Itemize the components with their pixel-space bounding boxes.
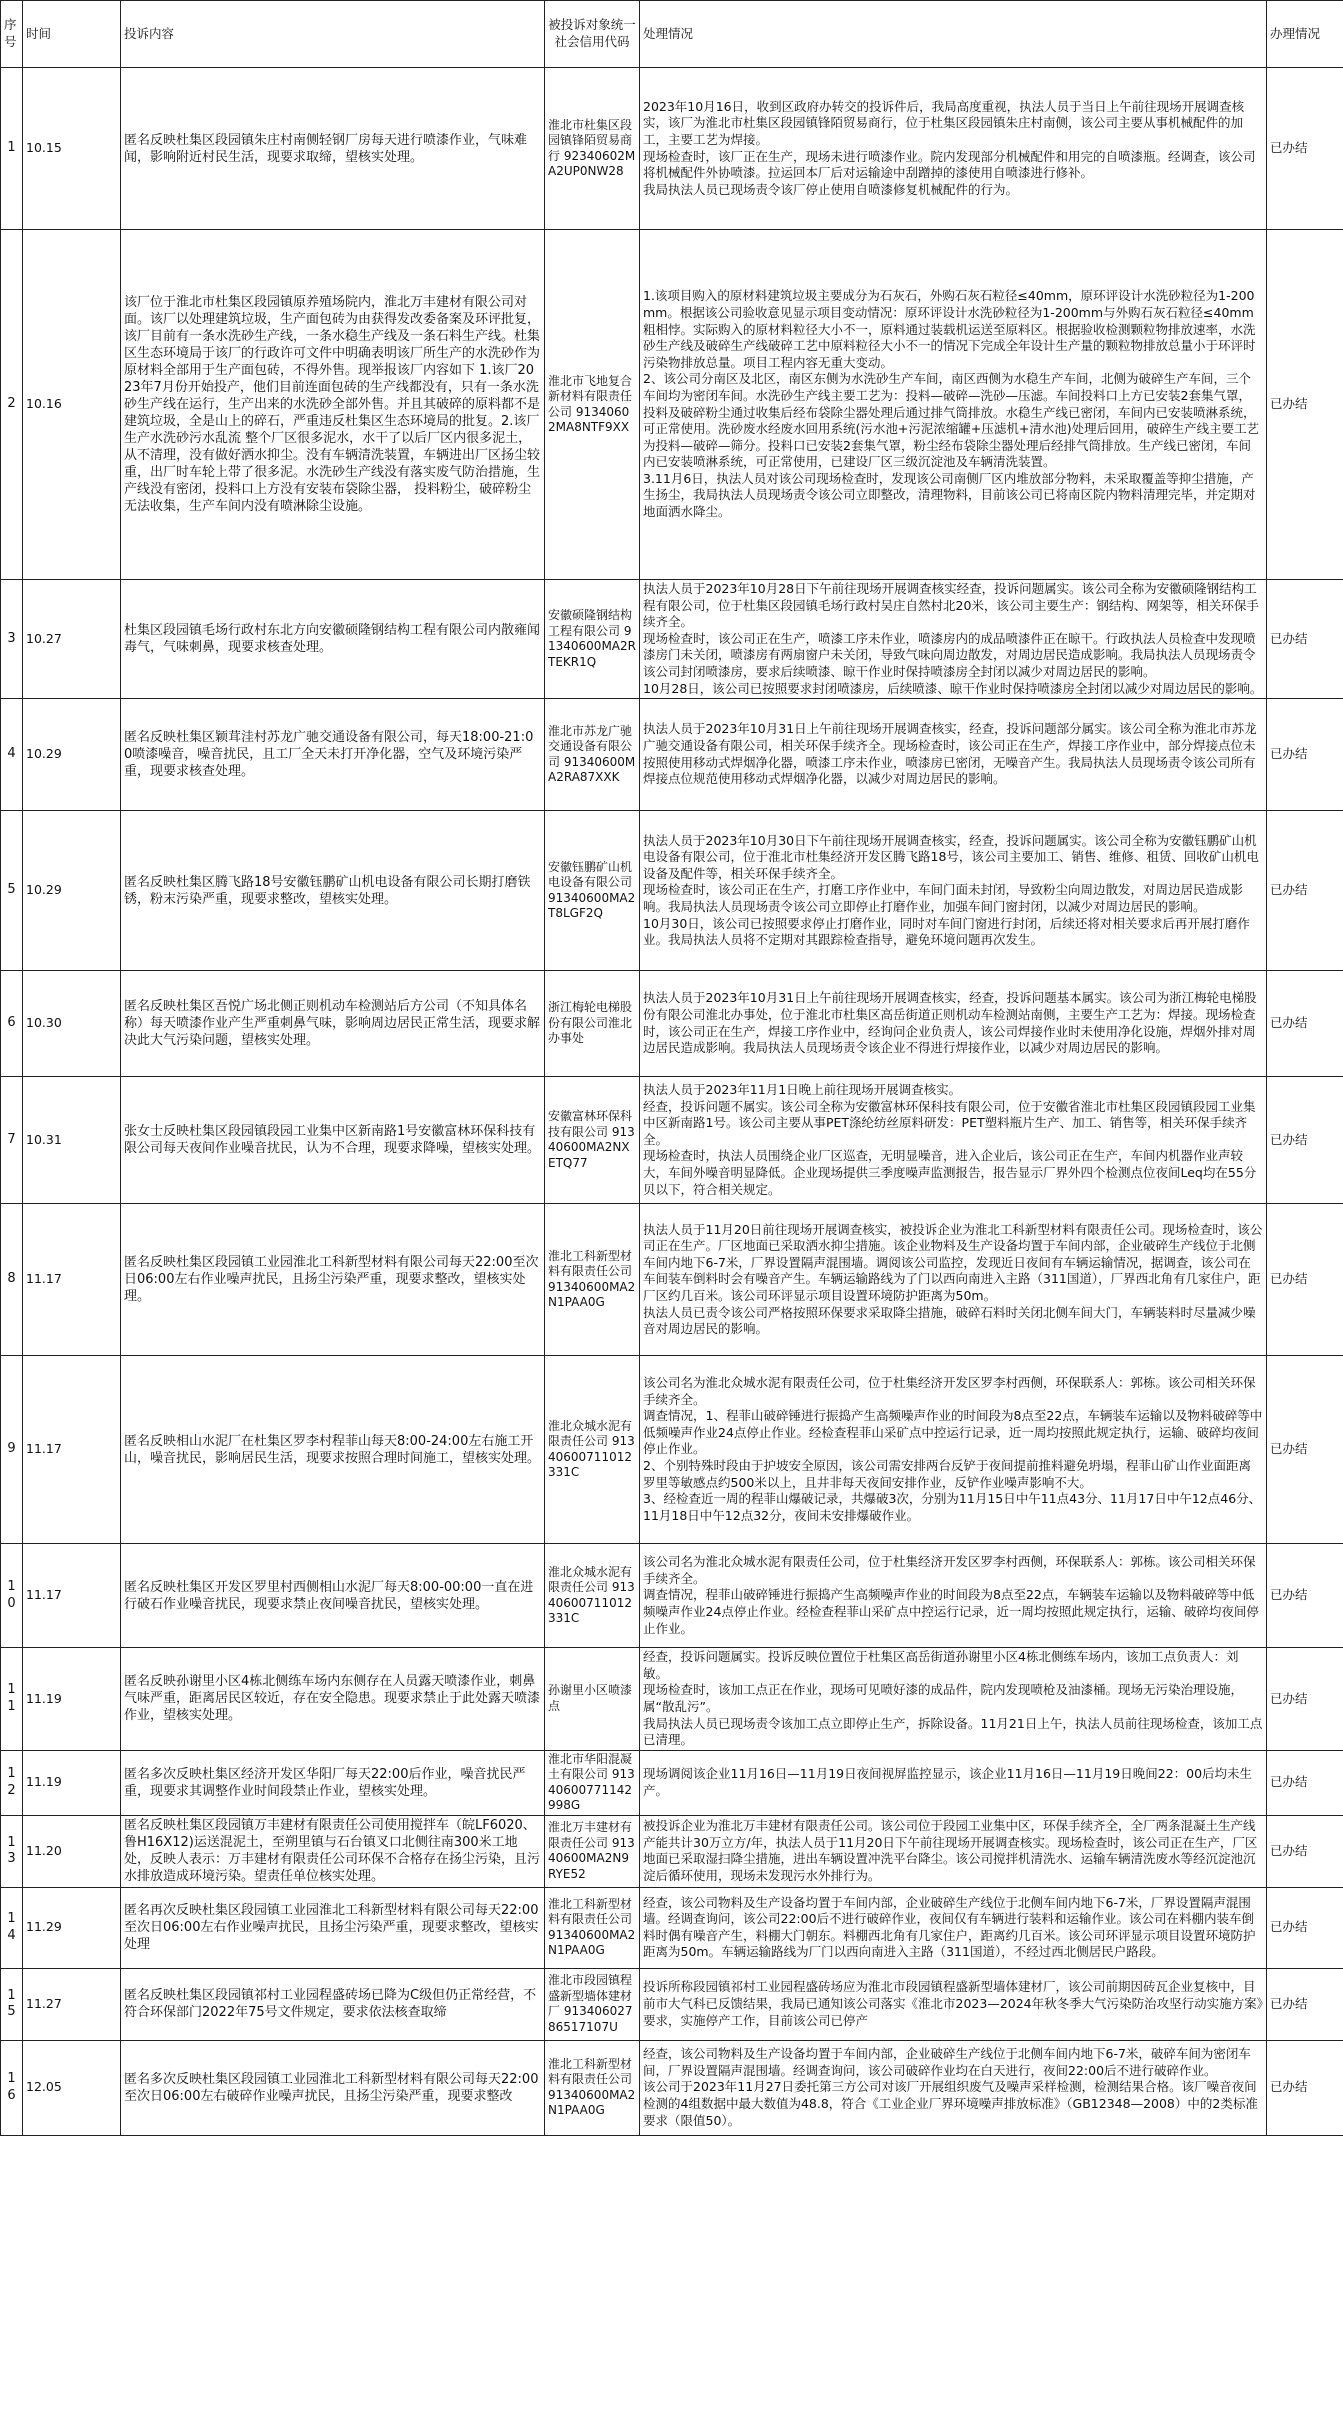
row-handling-status: 1.该项目购入的原材料建筑垃圾主要成分为石灰石，外购石灰石粒径≤40mm，原环评设计水洗砂粒径为1-200mm。根据该公司验收意见显示项目变动情况：原环评设计水洗砂粒径为1-200mm与外购石灰石粒径≤40mm粗相悖。实际购入的原材料粒径大小不一，原料通过装载机运送至原料区。根据验收检测颗粒物排放速率，水洗砂生产线及破碎生产线破碎工艺中原料粒径大小不一的情况下完成全年设计生产量的颗粒物排放总量小于环评时污染物排放总量。项目工程内容无重大变动。 2、该公司分南区及北区，南区东侧为水洗砂生产车间，南区西侧为水稳生产车间，北侧为破碎生产车间，三个车间均为密闭车间。水洗砂生产线主要工艺为：投料—破碎—洗砂—压滤。车间投料口上方已安装2套集气罩，投料及破碎粉尘通过收集后经布袋除尘器处理后通过排气筒排放。水稳生产线已密闭，车间内已安装喷淋系统，可正常使用。洗砂废水经废水回用系统(污水池+污泥浓缩罐+压滤机+清水池)处理后回用，破碎生产线主要工艺为投料—破碎—筛分。投料口已安装2套集气罩，粉尘经布袋除尘器处理后经排气筒排放。生产线已密闭，车间内已安装喷淋系统，可正常使用，已建设厂区三级沉淀池及车辆清洗装置。 3.11月6日，执法人员对该公司现场检查时，发现该公司南侧厂区内堆放部分物料，未采取覆盖等抑尘措施，产生扬尘，我局执法人员现场责令该公司立即整改，清理物料，目前该公司已将南区院内物料清理完毕，并定期对地面洒水降尘。 [640,230,1267,580]
row-no: 5 [1,811,23,971]
row-complaint-target: 淮北市华阳混凝土有限公司 91340600771142998G [545,1750,640,1815]
row-result: 已办结 [1267,1750,1343,1815]
row-handling-status: 执法人员于2023年11月1日晚上前往现场开展调查核实。 经查，投诉问题不属实。该公司全称为安徽富林环保科技有限公司，位于安徽省淮北市杜集区段园镇段园工业集中区新南路1号。该公司主要从事PET涤纶纺丝原料研发：PET塑料瓶片生产、加工、销售等，相关环保手续齐全。 现场检查时，执法人员围绕企业厂区巡查，无明显噪音，进入企业后，该公司正在生产，车间内机器作业声较大，车间外噪音明显降低。企业现场提供三季度噪声监测报告，报告显示厂界外四个检测点位夜间Leq均在55分贝以下，符合相关规定。 [640,1077,1267,1204]
header-result: 办理情况 [1267,1,1343,68]
row-complaint-target: 淮北市苏龙广驰交通设备有限公司 91340600MA2RA87XXK [545,699,640,811]
row-date: 10.27 [23,580,121,699]
table-body [1,68,1343,2136]
row-handling-status: 执法人员于2023年10月28日下午前往现场开展调查核实经查，投诉问题属实。该公司全称为安徽硕隆钢结构工程有限公司，位于杜集区段园镇毛场行政村吴庄自然村北20米，该公司主要生产：钢结构、网架等，相关环保手续齐全。 现场检查时，该公司正在生产，喷漆工序未作业，喷漆房内的成品喷漆件正在晾干。行政执法人员检查中发现喷漆房门未关闭，喷漆房有两扇窗户未关闭，导致气味向周边散发，对周边居民造成影响。我局执法人员现场责令该公司封闭喷漆房，要求后续喷漆、晾干作业时保持喷漆房全封闭以减少对周边居民的影响。 10月28日，该公司已按照要求封闭喷漆房，后续喷漆、晾干作业时保持喷漆房全封闭以减少对周边居民的影响。 [640,580,1267,699]
row-complaint-target: 淮北工科新型材料有限责任公司 91340600MA2N1PAA0G [545,1204,640,1356]
row-date: 10.30 [23,971,121,1077]
row-complaint-target: 淮北工科新型材料有限责任公司 91340600MA2N1PAA0G [545,1887,640,1968]
row-date: 10.16 [23,230,121,580]
row-date: 11.29 [23,1887,121,1968]
row-result: 已办结 [1267,811,1343,971]
table-row [1,811,1343,971]
table-row [1,2040,1343,2135]
table-row [1,68,1343,230]
row-complaint-target: 淮北市段园镇程盛新型墙体建材厂 91340602786517107U [545,1968,640,2040]
row-complaint-target: 淮北众城水泥有限责任公司 91340600711012331C [545,1544,640,1648]
row-no: 14 [1,1887,23,1968]
row-complaint-target: 淮北万丰建材有限责任公司 91340600MA2N9RYE52 [545,1815,640,1887]
row-complaint-content: 匿名反映杜集区段园镇祁村工业园程盛砖场已降为C级但仍正常经营，不符合环保部门2022年75号文件规定，要求依法核查取缔 [121,1968,545,2040]
row-complaint-content: 杜集区段园镇毛场行政村东北方向安徽硕隆钢结构工程有限公司内散雍闻毒气，气味刺鼻，现要求核查处理。 [121,580,545,699]
row-date: 11.19 [23,1750,121,1815]
header-handling: 处理情况 [640,1,1267,68]
table-row [1,1968,1343,2040]
row-handling-status: 执法人员于2023年10月31日上午前往现场开展调查核实，经查，投诉问题部分属实。该公司全称为淮北市苏龙广驰交通设备有限公司，相关环保手续齐全。现场检查时，该公司正在生产，焊接工序作业中，部分焊接点位未按照使用移动式焊烟净化器，喷漆工序未作业，喷漆房已密闭，无噪音产生。我局执法人员现场责令该公司所有焊接点位规范使用移动式焊烟净化器，以减少对周边居民的影响。 [640,699,1267,811]
row-complaint-target: 淮北工科新型材料有限责任公司 91340600MA2N1PAA0G [545,2040,640,2135]
row-complaint-content: 匿名多次反映杜集区经济开发区华阳厂每天22:00后作业，噪音扰民严重，现要求其调整作业时间段禁止作业，望核实处理。 [121,1750,545,1815]
row-complaint-target: 淮北众城水泥有限责任公司 91340600711012331C [545,1356,640,1544]
row-complaint-target: 孙谢里小区喷漆点 [545,1648,640,1751]
row-date: 11.27 [23,1968,121,2040]
row-handling-status: 被投诉企业为淮北万丰建材有限责任公司。该公司位于段园工业集中区，环保手续齐全，全厂两条混凝土生产线产能共计30万立方/年，执法人员于11月20日下午前往现场开展调查核实。现场检查时，该公司正在生产，厂区地面已采取湿扫降尘措施，进出车辆设置冲洗平台降尘。该公司搅拌机清洗水、运输车辆清洗废水等经沉淀池沉淀后循环使用，现场未发现污水外排行为。 [640,1815,1267,1887]
row-no: 2 [1,230,23,580]
row-date: 11.17 [23,1544,121,1648]
row-no: 1 [1,68,23,230]
row-no: 8 [1,1204,23,1356]
table-row [1,1887,1343,1968]
row-no: 7 [1,1077,23,1204]
row-handling-status: 经查，该公司物料及生产设备均置于车间内部，企业破碎生产线位于北侧车间内地下6-7米，厂界设置隔声混围墙。经调查询问，该公司22:00后不进行破碎作业，夜间仅有车辆进行装料和运输作业。该公司在料棚内装车倒料时偶有噪音产生，料棚大门朝东。料棚西北角有几家住户，距离约几百米。该公司环评显示项目设置环境防护距离为50m。车辆运输路线为厂门以西向南进入主路（311国道），不经过西北侧居民户路段。 [640,1887,1267,1968]
row-result: 已办结 [1267,1544,1343,1648]
table-row [1,230,1343,580]
header-content: 投诉内容 [121,1,545,68]
row-no: 10 [1,1544,23,1648]
row-result: 已办结 [1267,1887,1343,1968]
row-date: 10.29 [23,811,121,971]
row-handling-status: 2023年10月16日，收到区政府办转交的投诉件后，我局高度重视，执法人员于当日上午前往现场开展调查核实，该厂为淮北市杜集区段园镇锋陌贸易商行，位于杜集区段园镇朱庄村南侧，该公司主要从事机械配件的加工，主要工艺为焊接。 现场检查时，该厂正在生产，现场未进行喷漆作业。院内发现部分机械配件和用完的自喷漆瓶。经调查，该公司将机械配件外协喷漆。拉运回本厂后对运输途中刮蹭掉的漆使用自喷漆进行修补。 我局执法人员已现场责令该厂停止使用自喷漆修复机械配件的行为。 [640,68,1267,230]
table-row [1,1750,1343,1815]
row-no: 12 [1,1750,23,1815]
row-complaint-content: 匿名再次反映杜集区段园镇工业园淮北工科新型材料有限公司每天22:00至次日06:00左右作业噪声扰民，且扬尘污染严重，现要求整改，望核实处理 [121,1887,545,1968]
row-date: 10.29 [23,699,121,811]
row-result: 已办结 [1267,1356,1343,1544]
row-no: 11 [1,1648,23,1751]
row-no: 3 [1,580,23,699]
table-row [1,1077,1343,1204]
row-result: 已办结 [1267,2040,1343,2135]
row-result: 已办结 [1267,699,1343,811]
row-complaint-target: 淮北市飞地复合新材料有限责任公司 91340602MA8NTF9XX [545,230,640,580]
row-date: 10.15 [23,68,121,230]
table-row [1,1204,1343,1356]
row-date: 11.17 [23,1204,121,1356]
row-no: 16 [1,2040,23,2135]
row-handling-status: 执法人员于2023年10月30日下午前往现场开展调查核实，经查，投诉问题属实。该公司全称为安徽钰鹏矿山机电设备有限公司，位于淮北市杜集经济开发区腾飞路18号，该公司主要加工、销售、维修、租赁、回收矿山机电设备及配件等，相关环保手续齐全。 现场检查时，该公司正在生产，打磨工序作业中，车间门面未封闭，导致粉尘向周边散发，对周边居民造成影响。我局执法人员现场责令该公司立即停止打磨作业，加强车间门窗封闭，以减少对周边居民的影响。 10月30日，该公司已按照要求停止打磨作业，同时对车间门窗进行封闭，后续还将对相关要求后再开展打磨作业。我局执法人员将不定期对其跟踪检查指导，避免环境问题再次发生。 [640,811,1267,971]
row-complaint-content: 匿名反映杜集区段园镇朱庄村南侧轻钢厂房每天进行喷漆作业，气味难闻，影响附近村民生活，现要求取缔，望核实处理。 [121,68,545,230]
row-complaint-target: 安徽富林环保科技有限公司 91340600MA2NXETQ77 [545,1077,640,1204]
table-header-row [1,1,1343,68]
row-result: 已办结 [1267,230,1343,580]
header-no: 序号 [1,1,23,68]
row-handling-status: 经查，该公司物料及生产设备均置于车间内部，企业破碎生产线位于北侧车间内地下6-7米，破碎车间为密闭车间，厂界设置隔声混围墙。经调查询问，该公司破碎作业均在白天进行，夜间22:00后不进行破碎作业。 该公司于2023年11月27日委托第三方公司对该厂开展组织废气及噪声采样检测，检测结果合格。该厂噪音夜间检测的4组数据中最大数值为48.8，符合《工业企业厂界环境噪声排放标准》（GB12348—2008）中的2类标准要求（限值50）。 [640,2040,1267,2135]
header-target: 被投诉对象统一社会信用代码 [545,1,640,68]
row-no: 6 [1,971,23,1077]
table-row [1,1356,1343,1544]
row-no: 13 [1,1815,23,1887]
row-date: 11.19 [23,1648,121,1751]
row-complaint-content: 匿名反映杜集区段园镇工业园淮北工科新型材料有限公司每天22:00至次日06:00左右作业噪声扰民，且扬尘污染严重，现要求整改，望核实处理。 [121,1204,545,1356]
row-complaint-content: 匿名反映孙谢里小区4栋北侧练车场内东侧存在人员露天喷漆作业，刺鼻气味严重，距离居民区较近，存在安全隐患。现要求禁止于此处露天喷漆作业，望核实处理。 [121,1648,545,1751]
row-date: 11.20 [23,1815,121,1887]
row-handling-status: 该公司名为淮北众城水泥有限责任公司，位于杜集经济开发区罗李村西侧，环保联系人：郭栋。该公司相关环保手续齐全。 调查情况，1、程菲山破碎锤进行振捣产生高频噪声作业的时间段为8点至22点，车辆装车运输以及物料破碎等中低频噪声作业24点停止作业。经检查程菲山采矿点中控运行记录，近一周均按照此规定执行，运输、破碎均夜间停止作业。 2、个别特殊时段由于护坡安全原因，该公司需安排两台反铲于夜间提前推料避免坍塌，程菲山矿山作业面距离罗里等敏感点约500米以上，且井非每天夜间安排作业，反铲作业噪声影响不大。 3、经检查近一周的程菲山爆破记录，共爆破3次，分别为11月15日中午11点43分、11月17日中午12点46分、11月18日中午12点32分，夜间未安排爆破作业。 [640,1356,1267,1544]
row-date: 11.17 [23,1356,121,1544]
row-result: 已办结 [1267,971,1343,1077]
row-result: 已办结 [1267,1968,1343,2040]
row-result: 已办结 [1267,1815,1343,1887]
row-complaint-content: 张女士反映杜集区段园镇段园工业集中区新南路1号安徽富林环保科技有限公司每天夜间作业噪音扰民，认为不合理，现要求降噪，望核实处理。 [121,1077,545,1204]
row-complaint-content: 匿名反映杜集区段园镇万丰建材有限责任公司使用搅拌车（皖LF6020、鲁H16X12)运送混泥土，至朔里镇与石台镇叉口北侧往南300米工地处，反映人表示：万丰建材有限责任公司环保不合格存在扬尘污染，且污水排放造成环境污染。望责任单位核实处理。 [121,1815,545,1887]
row-handling-status: 投诉所称段园镇祁村工业园程盛砖场应为淮北市段园镇程盛新型墙体建材厂，该公司前期因砖瓦企业复核中，目前市大气科已反馈结果，我局已通知该公司落实《淮北市2023—2024年秋冬季大气污染防治攻坚行动实施方案》要求，实施停产工作，目前该公司已停产 [640,1968,1267,2040]
row-handling-status: 现场调阅该企业11月16日—11月19日夜间视屏监控显示，该企业11月16日—11月19日晚间22：00后均未生产。 [640,1750,1267,1815]
row-result: 已办结 [1267,1204,1343,1356]
row-handling-status: 经查，投诉问题属实。投诉反映位置位于杜集区高岳街道孙谢里小区4栋北侧练车场内，该加工点负责人：刘敏。 现场检查时，该加工点正在作业，现场可见喷好漆的成品件，院内发现喷枪及油漆桶。现场无污染治理设施，属“散乱污”。 我局执法人员已现场责令该加工点立即停止生产，拆除设备。11月21日上午，执法人员前往现场检查，该加工点已清理。 [640,1648,1267,1751]
row-complaint-content: 匿名反映杜集区吾悦广场北侧正则机动车检测站后方公司（不知具体名称）每天喷漆作业产生严重刺鼻气味，影响周边居民正常生活，现要求解决此大气污染问题，望核实处理。 [121,971,545,1077]
table-row [1,971,1343,1077]
row-result: 已办结 [1267,580,1343,699]
row-no: 15 [1,1968,23,2040]
row-no: 4 [1,699,23,811]
table-row [1,580,1343,699]
table-row [1,699,1343,811]
row-complaint-content: 匿名反映杜集区开发区罗里村西侧相山水泥厂每天8:00-00:00一直在进行破石作业噪音扰民，现要求禁止夜间噪音扰民，望核实处理。 [121,1544,545,1648]
row-handling-status: 该公司名为淮北众城水泥有限责任公司，位于杜集经济开发区罗李村西侧，环保联系人：郭栋。该公司相关环保手续齐全。 调查情况，程菲山破碎锤进行振捣产生高频噪声作业的时间段为8点至22点，车辆装车运输以及物料破碎等中低频噪声作业24点停止作业。经检查程菲山采矿点中控运行记录，近一周均按照此规定执行，运输、破碎均夜间停止作业。 [640,1544,1267,1648]
row-complaint-target: 淮北市杜集区段园镇锋陌贸易商行 92340602MA2UP0NW28 [545,68,640,230]
row-handling-status: 执法人员于11月20日前往现场开展调查核实，被投诉企业为淮北工科新型材料有限责任公司。现场检查时，该公司正在生产。厂区地面已采取洒水抑尘措施。该企业物料及生产设备均置于车间内部，企业破碎生产线位于北侧车间内地下6-7米，厂界设置隔声混围墙。调阅该公司监控，发现近日夜间有车辆运输情况，据调查，该公司在车间装车倒料时会有噪音产生。车辆运输路线为了门以西向南进入主路（311国道），厂界西北角有几家住户，距厂区约几百米。该公司环评显示项目设置环境防护距离为50m。 执法人员已责令该公司严格按照环保要求采取降尘措施，破碎石料时关闭北侧车间大门，车辆装料时尽量减少噪音对周边居民的影响。 [640,1204,1267,1356]
row-result: 已办结 [1267,68,1343,230]
row-complaint-target: 安徽钰鹏矿山机电设备有限公司 91340600MA2T8LGF2Q [545,811,640,971]
row-complaint-content: 匿名反映杜集区颖茸洼村苏龙广驰交通设备有限公司，每天18:00-21:00喷漆噪音，噪音扰民，且工厂全天未打开净化器，空气及环境污染严重，现要求核查处理。 [121,699,545,811]
row-complaint-content: 匿名反映相山水泥厂在杜集区罗李村程菲山每天8:00-24:00左右施工开山，噪音扰民，影响居民生活，现要求按照合理时间施工，望核实处理。 [121,1356,545,1544]
table-row [1,1544,1343,1648]
row-complaint-content: 该厂位于淮北市杜集区段园镇原养殖场院内，淮北万丰建材有限公司对面。该厂以处理建筑垃圾，生产面包砖为由获得发改委备案及环评批复，该厂目前有一条水洗砂生产线，一条水稳生产线及一条石料生产线。杜集区生态环境局于该厂的行政许可文件中明确表明该厂所生产的水洗砂作为原材料全部用于生产面包砖，不得外售。现举报该厂内容如下 1.该厂2023年7月份开始投产，他们目前连面包砖的生产线都没有，只有一条水洗砂生产线在运行，生产出来的水洗砂全部外售。并且其破碎的原料都不是建筑垃圾，全是山上的碎石，严重违反杜集区生态环境局的批复。2.该厂生产水洗砂污水乱流 整个厂区很多泥水，水干了以后厂区内很多泥土，从不清理，没有做好洒水抑尘。没有车辆清洗装置，车辆进出厂区扬尘较重，出厂时车轮上带了很多泥。水洗砂生产线没有落实废气防治措施，生产线没有密闭，投料口上方没有安装布袋除尘器， 投料粉尘，破碎粉尘无法收集，生产车间内没有喷淋除尘设施。 [121,230,545,580]
row-handling-status: 执法人员于2023年10月31日上午前往现场开展调查核实，经查，投诉问题基本属实。该公司为浙江梅轮电梯股份有限公司淮北办事处，位于淮北市杜集区高岳街道正则机动车检测站南侧，主要生产工艺为：焊接。现场检查时，该公司正在生产，焊接工序作业中，经询问企业负责人，该公司焊接作业时未使用净化设施，焊烟外排对周边居民造成影响。我局执法人员现场责令该企业不得进行焊接作业，以减少对周边居民的影响。 [640,971,1267,1077]
row-date: 10.31 [23,1077,121,1204]
row-date: 12.05 [23,2040,121,2135]
row-complaint-content: 匿名反映杜集区腾飞路18号安徽钰鹏矿山机电设备有限公司长期打磨铁锈，粉末污染严重，现要求整改，望核实处理。 [121,811,545,971]
header-date: 时间 [23,1,121,68]
row-no: 9 [1,1356,23,1544]
table-row [1,1648,1343,1751]
row-complaint-target: 浙江梅轮电梯股份有限公司淮北办事处 [545,971,640,1077]
row-result: 已办结 [1267,1077,1343,1204]
row-result: 已办结 [1267,1648,1343,1751]
row-complaint-content: 匿名多次反映杜集区段园镇工业园淮北工科新型材料有限公司每天22:00至次日06:00左右破碎作业噪声扰民，且扬尘污染严重，现要求整改 [121,2040,545,2135]
row-complaint-target: 安徽硕隆钢结构工程有限公司 91340600MA2RTEKR1Q [545,580,640,699]
table-row [1,1815,1343,1887]
